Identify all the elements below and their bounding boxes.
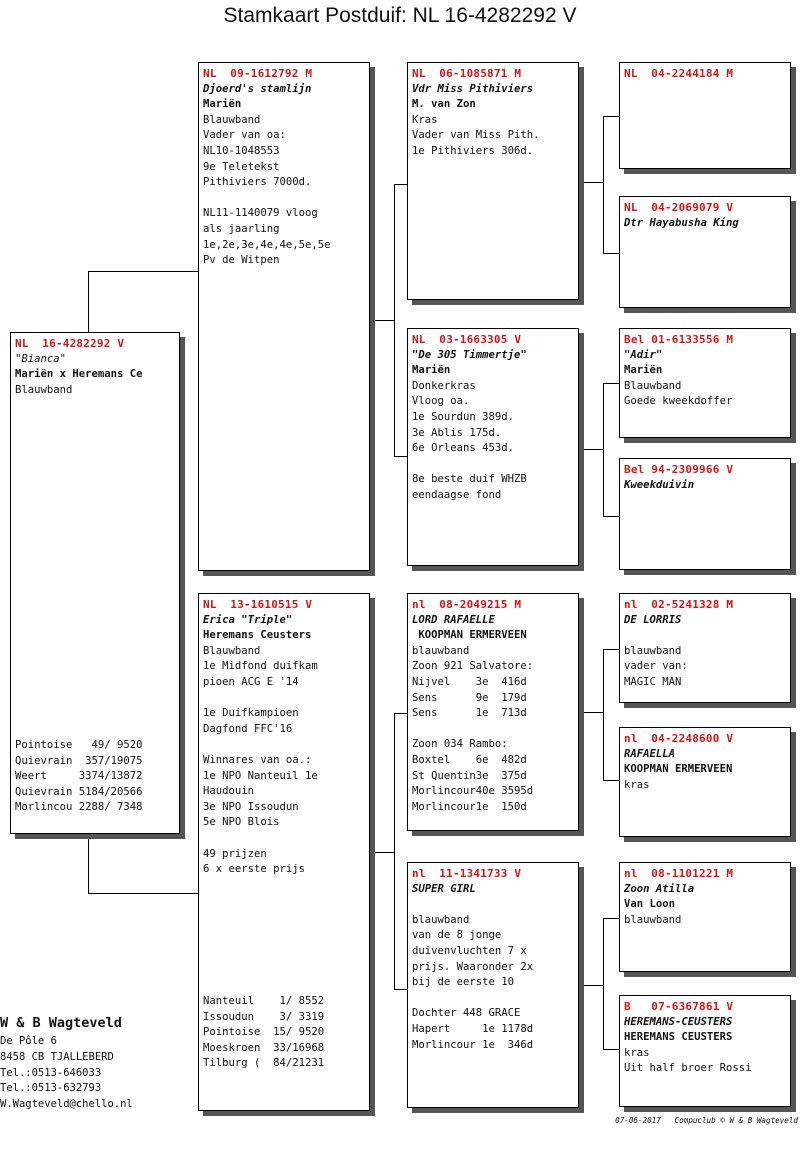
pigeon-info-line: Morlincour1e 150d — [412, 800, 527, 813]
card-father — [198, 62, 370, 571]
ring-number: nl 08-2049215 M — [412, 598, 522, 611]
pigeon-info-line: MAGIC MAN — [624, 675, 682, 688]
pigeon-info-line: Donkerkras — [412, 379, 476, 392]
ring-number: NL 04-2244184 M — [624, 67, 734, 80]
pigeon-info-line: 1e NPO Nanteuil 1e — [203, 769, 318, 782]
pigeon-name: LORD RAFAELLE — [412, 613, 495, 626]
pigeon-info-line: Kras — [412, 113, 438, 126]
card-mother-father — [407, 593, 579, 831]
ring-number: NL 09-1612792 M — [203, 67, 313, 80]
pigeon-info-line: eendaagse fond — [412, 488, 502, 501]
pigeon-info-line: 5e NPO Blois — [203, 816, 280, 829]
pigeon-info-line — [203, 191, 365, 207]
pigeon-info-line: Blauwband — [15, 383, 73, 396]
pigeon-name: DE LORRIS — [624, 613, 682, 626]
pigeon-info-line — [412, 457, 574, 473]
result-line: Tilburg ( 84/21231 — [203, 1057, 325, 1070]
owner-name: W & B Wagteveld — [0, 1015, 122, 1031]
pigeon-name: Dtr Hayabusha King — [624, 216, 739, 229]
result-line: Pointoise 15/ 9520 — [203, 1026, 325, 1039]
pigeon-info-line: Mariën — [412, 364, 451, 377]
result-line: Pointoise 49/ 9520 — [15, 739, 143, 751]
pigeon-info-line: Boxtel 6e 482d — [412, 753, 527, 766]
owner-postcode: 8458 CB TJALLEBERD — [0, 1050, 114, 1063]
pigeon-info-line: blauwband — [624, 913, 682, 926]
pigeon-name: SUPER GIRL — [412, 882, 476, 895]
pigeon-info-line: Dagfond FFC'16 — [203, 722, 293, 735]
connector-line — [603, 116, 620, 117]
result-line: Moeskroen 33/16968 — [203, 1041, 325, 1054]
card-father-mother — [407, 328, 579, 566]
pigeon-name: Vdr Miss Pithiviers — [412, 82, 534, 95]
connector-line — [394, 989, 408, 990]
pigeon-info-line: prijs. Waaronder 2x — [412, 960, 534, 973]
owner-address: De Pôle 6 — [0, 1035, 57, 1047]
connector-line — [603, 383, 604, 517]
card-ff-father — [619, 62, 791, 169]
pigeon-info-line: Sens 9e 179d — [412, 691, 527, 704]
pigeon-info-line: Uit half broer Rossi — [624, 1062, 752, 1075]
pigeon-info-line: Zoon 034 Rambo: — [412, 738, 508, 751]
connector-line — [88, 893, 200, 894]
owner-email: W.Wagteveld@chello.nl — [0, 1098, 133, 1111]
card-ff-mother — [619, 196, 791, 308]
pigeon-info-line: 9e Teletekst — [203, 160, 280, 173]
connector-line — [582, 985, 603, 986]
pigeon-info-line: Vloog oa. — [412, 395, 470, 408]
pigeon-info-line: als jaarling — [203, 222, 280, 235]
pigeon-info-line: 1e Pithiviers 306d. — [412, 144, 534, 157]
pigeon-info-line: Mariën — [203, 98, 242, 111]
card-mm-mother — [619, 995, 791, 1107]
pigeon-info-line: 3e NPO Issoudun — [203, 800, 299, 813]
ring-number: NL 13-1610515 V — [203, 598, 313, 611]
ring-number: Bel 01-6133556 M — [624, 333, 734, 346]
ring-number: nl 08-1101221 M — [624, 867, 734, 880]
pigeon-info-line: Winnares van oa.: — [203, 753, 312, 766]
ring-number: nl 04-2248600 V — [624, 732, 734, 745]
pigeon-info-line: Dochter 448 GRACE — [412, 1007, 521, 1020]
pigeon-info-line: blauwband — [412, 913, 470, 926]
pigeon-info-line: Vader van oa: — [203, 129, 286, 142]
pigeon-info-line: Hapert 1e 1178d — [412, 1022, 534, 1035]
pigeon-info-line: NL11-1140079 vloog — [203, 207, 318, 220]
pigeon-info-line: Pithiviers 7000d. — [203, 176, 312, 189]
pigeon-info-line: Sens 1e 713d — [412, 707, 527, 720]
pigeon-name: RAFAELLA — [624, 747, 676, 760]
pigeon-info-line: Mariën — [624, 364, 663, 377]
pigeon-info-line: Blauwband — [203, 113, 261, 126]
pigeon-info-line: 1e Sourdun 389d. — [412, 410, 515, 423]
pigeon-info-line: Blauwband — [203, 644, 261, 657]
results-list — [15, 738, 143, 816]
connector-line — [370, 852, 394, 853]
pigeon-info-line: pioen ACG E '14 — [203, 675, 299, 688]
pigeon-info-line: kras — [624, 778, 650, 791]
pigeon-info-line: Haudouin — [203, 785, 255, 798]
pigeon-info-line: 8e beste duif WHZB — [412, 473, 527, 486]
pigeon-info-line — [412, 897, 574, 913]
pigeon-info-line: KOOPMAN ERMERVEEN — [412, 629, 527, 642]
pigeon-info-line: Van Loon — [624, 898, 676, 911]
ring-number: Bel 94-2309966 V — [624, 463, 734, 476]
pigeon-info-line — [203, 691, 365, 707]
results-list — [203, 994, 324, 1072]
connector-line — [603, 918, 620, 919]
result-line: Weert 3374/13872 — [15, 770, 143, 783]
pigeon-name: "De 305 Timmertje" — [412, 348, 527, 361]
pigeon-info-line: 1e,2e,3e,4e,4e,5e,5e — [203, 238, 331, 251]
pigeon-info-line: Pv de Witpen — [203, 254, 280, 267]
pigeon-info-line — [203, 831, 365, 847]
connector-line — [582, 712, 603, 713]
pigeon-info-line: Zoon 921 Salvatore: — [412, 660, 534, 673]
owner-block — [0, 1012, 133, 1113]
pigeon-info-line: blauwband — [624, 644, 682, 657]
pigeon-info-line: Mariën x Heremans Ce — [15, 368, 143, 381]
connector-line — [394, 713, 408, 714]
pigeon-info-line — [412, 722, 574, 738]
connector-line — [603, 253, 620, 254]
card-mf-father — [619, 593, 791, 703]
card-fm-father — [619, 328, 791, 438]
pigeon-info-line: Vader van Miss Pith. — [412, 129, 540, 142]
ring-number: NL 03-1663305 V — [412, 333, 522, 346]
pigeon-info-line: vader van: — [624, 660, 688, 673]
pigeon-info-line — [624, 628, 786, 644]
connector-line — [603, 649, 620, 650]
pigeon-name: Djoerd's stamlijn — [203, 82, 312, 95]
ring-number: nl 02-5241328 M — [624, 598, 734, 611]
ring-number: nl 11-1341733 V — [412, 867, 522, 880]
result-line: Quievrain 5184/20566 — [15, 785, 143, 798]
pigeon-info-line: Morlincour40e 3595d — [412, 785, 534, 798]
ring-number: NL 04-2069079 V — [624, 201, 734, 214]
card-mother — [198, 593, 370, 1111]
pigeon-info-line: Morlincour 1e 346d — [412, 1038, 534, 1051]
pigeon-info-line: 1e Duifkampioen — [203, 707, 299, 720]
connector-line — [603, 649, 604, 781]
card-fm-mother — [619, 458, 791, 570]
result-line: Quievrain 357/19075 — [15, 754, 143, 767]
connector-line — [582, 449, 603, 450]
result-line: Issoudun 3/ 3319 — [203, 1010, 325, 1023]
pigeon-info-line: duivenvluchten 7 x — [412, 944, 527, 957]
connector-line — [603, 116, 604, 254]
connector-line — [88, 271, 200, 272]
pigeon-info-line: Nijvel 3e 416d — [412, 675, 527, 688]
footer-credit: 07-06-2017 Compuclub © W & B Wagteveld — [615, 1116, 798, 1125]
pigeon-info-line: van de 8 jonge — [412, 929, 502, 942]
connector-line — [370, 320, 394, 321]
pigeon-name: Zoon Atilla — [624, 882, 695, 895]
owner-phone: Tel.:0513-646033 — [0, 1066, 102, 1079]
ring-number: NL 16-4282292 V — [15, 337, 125, 350]
card-mm-father — [619, 862, 791, 972]
connector-line — [603, 516, 620, 517]
pigeon-name: Kweekduivin — [624, 478, 695, 491]
pigeon-info-line: NL10-1048553 — [203, 144, 280, 157]
pigeon-info-line: bij de eerste 10 — [412, 976, 515, 989]
pigeon-info-line — [412, 991, 574, 1007]
pigeon-name: HEREMANS-CEUSTERS — [624, 1015, 733, 1028]
ring-number: NL 06-1085871 M — [412, 67, 522, 80]
page-title: Stamkaart Postduif: NL 16-4282292 V — [223, 4, 577, 27]
pigeon-info-line: KOOPMAN ERMERVEEN — [624, 763, 733, 776]
pigeon-name: Erica "Triple" — [203, 613, 293, 626]
pigeon-info-line: M. van Zon — [412, 98, 476, 111]
result-line: Nanteuil 1/ 8552 — [203, 995, 325, 1007]
pigeon-info-line: Blauwband — [624, 379, 682, 392]
connector-line — [88, 271, 89, 334]
card-subject — [10, 332, 180, 834]
pigeon-info-line: Heremans Ceusters — [203, 629, 312, 642]
pigeon-info-line: 6 x eerste prijs — [203, 863, 306, 876]
owner-phone: Tel.:0513-632793 — [0, 1082, 102, 1095]
card-father-father — [407, 62, 579, 300]
card-mf-mother — [619, 727, 791, 837]
pigeon-name: "Bianca" — [15, 352, 67, 365]
connector-line — [582, 182, 603, 183]
pigeon-info-line: blauwband — [412, 644, 470, 657]
ring-number: B 07-6367861 V — [624, 1000, 734, 1013]
connector-line — [394, 184, 408, 185]
pigeon-info-line: St Quentin3e 375d — [412, 769, 527, 782]
pigeon-info-line: kras — [624, 1046, 650, 1059]
pigeon-name: "Adir" — [624, 348, 663, 361]
connector-line — [603, 383, 620, 384]
connector-line — [603, 1049, 620, 1050]
connector-line — [394, 184, 395, 457]
pigeon-info-line — [203, 737, 365, 753]
connector-line — [603, 918, 604, 1050]
result-line: Morlincou 2288/ 7348 — [15, 801, 143, 814]
connector-line — [603, 780, 620, 781]
connector-line — [394, 713, 395, 990]
card-mother-mother — [407, 862, 579, 1108]
pigeon-info-line: 1e Midfond duifkam — [203, 660, 318, 673]
pigeon-info-line: Goede kweekdoffer — [624, 395, 733, 408]
pigeon-info-line: 6e Orleans 453d. — [412, 442, 515, 455]
connector-line — [394, 456, 408, 457]
pigeon-info-line: 49 prijzen — [203, 847, 267, 860]
pigeon-info-line: HEREMANS CEUSTERS — [624, 1031, 733, 1044]
pigeon-info-line: 3e Ablis 175d. — [412, 426, 502, 439]
connector-line — [88, 836, 89, 894]
